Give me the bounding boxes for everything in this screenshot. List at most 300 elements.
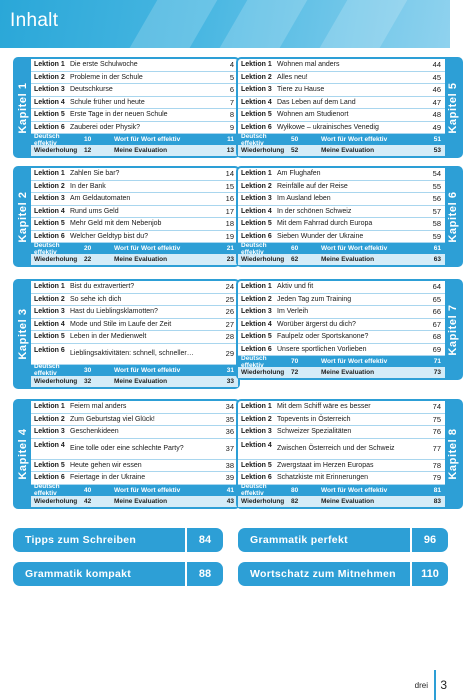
extra-grammatik-kompakt[interactable] xyxy=(13,562,223,586)
deutsch-effektiv-label: Deutsch effektiv xyxy=(241,241,267,256)
evaluation-label: Meine Evaluation xyxy=(114,497,168,505)
lesson-row[interactable] xyxy=(238,426,445,439)
lesson-title: Im Ausland leben xyxy=(277,195,331,203)
lesson-title: Heute gehen wir essen xyxy=(70,461,142,469)
lesson-page: 5 xyxy=(229,72,234,82)
deutsch-effektiv-label: Deutsch effektiv xyxy=(34,241,60,256)
lesson-page: 67 xyxy=(432,319,441,329)
lesson-title: Eine tolle oder eine schlechte Party? xyxy=(70,445,184,452)
lesson-page: 36 xyxy=(225,427,234,437)
wiederholung-row[interactable] xyxy=(238,496,445,507)
lesson-number: Lektion 2 xyxy=(34,415,65,423)
lesson-title: Mit dem Fahrrad durch Europa xyxy=(277,220,373,228)
lesson-row[interactable] xyxy=(238,331,445,344)
wort-fuer-wort-page: 61 xyxy=(433,245,441,252)
lesson-title: Faulpelz oder Sportskanone? xyxy=(277,333,369,341)
lesson-title: Lieblingsaktivitäten: schnell, schneller… xyxy=(70,350,194,357)
deutsch-effektiv-label: Deutsch effektiv xyxy=(241,354,267,369)
lesson-page: 46 xyxy=(432,85,441,95)
footer-divider xyxy=(434,670,436,700)
extra-page: 96 xyxy=(410,528,448,552)
lesson-number: Lektion 1 xyxy=(241,283,272,291)
lesson-page: 78 xyxy=(432,460,441,470)
lesson-title: Feiertage in der Ukraine xyxy=(70,474,146,482)
wort-fuer-wort-label: Wort für Wort effektiv xyxy=(114,486,181,494)
effektiv-row[interactable] xyxy=(31,365,238,376)
lesson-number: Lektion 3 xyxy=(241,86,272,94)
deutsch-effektiv-label: Deutsch effektiv xyxy=(34,363,60,377)
lesson-page: 39 xyxy=(225,473,234,483)
deutsch-effektiv-page: 40 xyxy=(84,486,92,494)
lesson-number: Lektion 4 xyxy=(241,441,272,449)
lesson-row[interactable] xyxy=(31,59,238,72)
lesson-row[interactable] xyxy=(238,319,445,332)
extra-label: Grammatik perfekt xyxy=(250,534,348,546)
lesson-title: Schatzkiste mit Erinnerungen xyxy=(277,474,369,482)
lesson-title: Worüber ärgerst du dich? xyxy=(277,320,356,328)
deutsch-effektiv-page: 60 xyxy=(291,245,299,252)
evaluation-label: Meine Evaluation xyxy=(114,377,168,385)
wiederholung-page: 82 xyxy=(291,497,299,505)
lesson-page: 17 xyxy=(225,206,234,216)
chapter-label-bar xyxy=(445,401,461,507)
lesson-row[interactable] xyxy=(238,306,445,319)
lesson-number: Lektion 4 xyxy=(34,441,65,449)
lesson-number: Lektion 6 xyxy=(34,232,65,240)
lesson-number: Lektion 3 xyxy=(34,86,65,94)
lesson-number: Lektion 6 xyxy=(241,123,272,131)
lesson-page: 57 xyxy=(432,206,441,216)
lesson-title: Am Flughafen xyxy=(277,170,321,178)
lesson-number: Lektion 6 xyxy=(241,232,272,240)
chapter-label: Kapitel 7 xyxy=(447,303,459,356)
lesson-number: Lektion 4 xyxy=(241,320,272,328)
lesson-title: In der schönen Schweiz xyxy=(277,207,352,215)
lesson-row[interactable] xyxy=(238,168,445,181)
lesson-title: Jeden Tag zum Training xyxy=(277,295,352,303)
lesson-page: 14 xyxy=(225,169,234,179)
lesson-page: 28 xyxy=(225,332,234,342)
lesson-row[interactable] xyxy=(31,401,238,414)
chapter-box-8 xyxy=(236,399,463,509)
lesson-title: Die erste Schulwoche xyxy=(70,61,138,69)
lesson-row[interactable] xyxy=(238,181,445,194)
wort-fuer-wort-label: Wort für Wort effektiv xyxy=(321,245,388,252)
lesson-page: 24 xyxy=(225,282,234,292)
chapter-label-bar xyxy=(15,281,31,387)
wiederholung-page: 72 xyxy=(291,369,299,376)
extra-page: 110 xyxy=(410,562,448,586)
lesson-row[interactable] xyxy=(238,97,445,110)
chapter-box-7 xyxy=(236,279,463,380)
lesson-number: Lektion 5 xyxy=(34,111,65,119)
lesson-number: Lektion 1 xyxy=(34,403,65,411)
lesson-title: Schweizer Spezialitäten xyxy=(277,428,352,436)
lesson-number: Lektion 5 xyxy=(241,220,272,228)
chapter-label: Kapitel 8 xyxy=(447,428,459,480)
lesson-title: Unsere sportlichen Vorlieben xyxy=(277,345,367,353)
evaluation-page: 33 xyxy=(226,377,234,385)
deutsch-effektiv-page: 20 xyxy=(84,245,92,252)
chapter-label: Kapitel 3 xyxy=(17,308,29,360)
lesson-row[interactable] xyxy=(238,294,445,307)
lesson-page: 34 xyxy=(225,402,234,412)
wort-fuer-wort-label: Wort für Wort effektiv xyxy=(114,366,181,374)
lesson-title: Reinfälle auf der Reise xyxy=(277,182,348,190)
deutsch-effektiv-page: 50 xyxy=(291,136,299,143)
chapter-label: Kapitel 6 xyxy=(447,190,459,243)
lesson-page: 18 xyxy=(225,219,234,229)
wiederholung-label: Wiederholung xyxy=(34,377,78,385)
wort-fuer-wort-page: 41 xyxy=(226,486,234,494)
wort-fuer-wort-label: Wort für Wort effektiv xyxy=(114,245,181,252)
lesson-page: 56 xyxy=(432,194,441,204)
lesson-page: 77 xyxy=(432,444,441,453)
wort-fuer-wort-label: Wort für Wort effektiv xyxy=(321,486,388,494)
lesson-page: 9 xyxy=(229,122,234,132)
lesson-row[interactable] xyxy=(31,460,238,473)
wort-fuer-wort-page: 51 xyxy=(433,136,441,143)
lesson-page: 47 xyxy=(432,97,441,107)
lesson-number: Lektion 1 xyxy=(241,403,272,411)
lesson-number: Lektion 2 xyxy=(241,182,272,190)
chapter-label-bar xyxy=(15,59,31,156)
lesson-page: 74 xyxy=(432,402,441,412)
wiederholung-label: Wiederholung xyxy=(34,147,78,154)
lesson-page: 4 xyxy=(229,60,234,70)
page-footer xyxy=(390,670,450,700)
lesson-number: Lektion 2 xyxy=(241,295,272,303)
lesson-number: Lektion 3 xyxy=(34,428,65,436)
effektiv-row[interactable] xyxy=(238,243,445,254)
lesson-title: In der Bank xyxy=(70,182,106,190)
lesson-title: Zwergstaat im Herzen Europas xyxy=(277,461,374,469)
lesson-title: Das Leben auf dem Land xyxy=(277,98,356,106)
effektiv-row[interactable] xyxy=(238,356,445,367)
lesson-number: Lektion 6 xyxy=(241,345,272,353)
lesson-page: 8 xyxy=(229,110,234,120)
wort-fuer-wort-page: 31 xyxy=(226,366,234,374)
lesson-number: Lektion 1 xyxy=(241,170,272,178)
lesson-page: 29 xyxy=(225,349,234,358)
chapter-label: Kapitel 2 xyxy=(17,190,29,243)
lesson-row[interactable] xyxy=(31,281,238,294)
lesson-title: Im Verleih xyxy=(277,308,309,316)
lesson-row[interactable] xyxy=(31,168,238,181)
lesson-row[interactable] xyxy=(31,84,238,97)
deutsch-effektiv-page: 80 xyxy=(291,486,299,494)
wort-fuer-wort-page: 71 xyxy=(433,358,441,365)
lesson-number: Lektion 4 xyxy=(34,320,65,328)
extra-grammatik-perfekt[interactable] xyxy=(238,528,448,552)
evaluation-page: 43 xyxy=(226,497,234,505)
evaluation-label: Meine Evaluation xyxy=(114,256,168,263)
lesson-title: Am Geldautomaten xyxy=(70,195,131,203)
lesson-row[interactable] xyxy=(31,331,238,344)
lesson-page: 19 xyxy=(225,231,234,241)
extra-label: Wortschatz zum Mitnehmen xyxy=(250,568,396,580)
lesson-page: 7 xyxy=(229,97,234,107)
lesson-number: Lektion 6 xyxy=(34,123,65,131)
effektiv-row[interactable] xyxy=(31,243,238,254)
wiederholung-label: Wiederholung xyxy=(34,497,78,505)
header-banner xyxy=(0,0,450,48)
lesson-number: Lektion 3 xyxy=(241,308,272,316)
lesson-number: Lektion 2 xyxy=(34,295,65,303)
evaluation-label: Meine Evaluation xyxy=(321,256,375,263)
lesson-number: Lektion 1 xyxy=(34,170,65,178)
wiederholung-row[interactable] xyxy=(31,496,238,507)
deutsch-effektiv-label: Deutsch effektiv xyxy=(34,132,60,147)
lesson-row[interactable] xyxy=(31,218,238,231)
lesson-row[interactable] xyxy=(238,460,445,473)
chapter-box-6 xyxy=(236,166,463,267)
lesson-title: Hast du Lieblingsklamotten? xyxy=(70,308,158,316)
lesson-page: 26 xyxy=(225,307,234,317)
lesson-row[interactable] xyxy=(31,109,238,122)
lesson-page: 25 xyxy=(225,294,234,304)
lesson-page: 55 xyxy=(432,181,441,191)
effektiv-row[interactable] xyxy=(31,485,238,496)
wort-fuer-wort-page: 21 xyxy=(226,245,234,252)
wiederholung-row[interactable] xyxy=(238,254,445,265)
lesson-number: Lektion 4 xyxy=(34,98,65,106)
lesson-title: Zauberei oder Physik? xyxy=(70,123,141,131)
chapter-box-2 xyxy=(13,166,240,267)
wiederholung-page: 62 xyxy=(291,256,299,263)
evaluation-page: 83 xyxy=(433,497,441,505)
extra-wortschatz-zum-mitnehmen[interactable] xyxy=(238,562,448,586)
wiederholung-label: Wiederholung xyxy=(241,256,285,263)
wiederholung-page: 42 xyxy=(84,497,92,505)
wiederholung-row[interactable] xyxy=(238,367,445,378)
lesson-page: 58 xyxy=(432,219,441,229)
lesson-page: 49 xyxy=(432,122,441,132)
chapter-label: Kapitel 1 xyxy=(17,81,29,134)
lesson-row[interactable] xyxy=(31,439,238,460)
deutsch-effektiv-label: Deutsch effektiv xyxy=(241,132,267,147)
lesson-row[interactable] xyxy=(31,319,238,332)
lesson-row[interactable] xyxy=(238,281,445,294)
lesson-title: Welcher Geldtyp bist du? xyxy=(70,232,149,240)
lesson-page: 54 xyxy=(432,169,441,179)
extra-label: Grammatik kompakt xyxy=(25,568,132,580)
wiederholung-row[interactable] xyxy=(238,145,445,156)
effektiv-row[interactable] xyxy=(238,134,445,145)
lesson-title: Aktiv und fit xyxy=(277,283,314,291)
lesson-row[interactable] xyxy=(238,84,445,97)
lesson-row[interactable] xyxy=(238,218,445,231)
chapter-label-bar xyxy=(445,59,461,156)
lesson-title: Alles neu! xyxy=(277,73,308,81)
deutsch-effektiv-page: 70 xyxy=(291,358,299,365)
chapter-label: Kapitel 4 xyxy=(17,428,29,480)
chapter-box-5 xyxy=(236,57,463,158)
evaluation-label: Meine Evaluation xyxy=(321,369,375,376)
chapter-label-bar xyxy=(445,281,461,378)
extra-tipps-zum-schreiben[interactable] xyxy=(13,528,223,552)
deutsch-effektiv-page: 30 xyxy=(84,366,92,374)
chapter-label-bar xyxy=(445,168,461,265)
wort-fuer-wort-page: 11 xyxy=(227,136,234,143)
evaluation-page: 23 xyxy=(226,256,234,263)
lesson-number: Lektion 4 xyxy=(241,98,272,106)
lesson-row[interactable] xyxy=(238,439,445,460)
lesson-number: Lektion 4 xyxy=(34,207,65,215)
lesson-row[interactable] xyxy=(31,206,238,219)
wiederholung-row[interactable] xyxy=(31,145,238,156)
extra-page: 88 xyxy=(185,562,223,586)
lesson-number: Lektion 5 xyxy=(241,333,272,341)
lesson-title: Sieben Wunder der Ukraine xyxy=(277,232,364,240)
lesson-row[interactable] xyxy=(31,306,238,319)
effektiv-row[interactable] xyxy=(238,485,445,496)
evaluation-label: Meine Evaluation xyxy=(321,497,375,505)
lesson-title: Zahlen Sie bar? xyxy=(70,170,120,178)
lesson-page: 38 xyxy=(225,460,234,470)
lesson-title: Probleme in der Schule xyxy=(70,73,143,81)
chapter-box-1 xyxy=(13,57,240,158)
lesson-number: Lektion 1 xyxy=(34,283,65,291)
lesson-title: Geschenkideen xyxy=(70,428,119,436)
lesson-number: Lektion 4 xyxy=(241,207,272,215)
lesson-title: Mode und Stile im Laufe der Zeit xyxy=(70,320,172,328)
lesson-number: Lektion 1 xyxy=(241,61,272,69)
lesson-title: Bist du extravertiert? xyxy=(70,283,135,291)
lesson-number: Lektion 6 xyxy=(34,474,65,482)
lesson-row[interactable] xyxy=(31,72,238,85)
chapter-box-4 xyxy=(13,399,240,509)
lesson-title: Zwischen Österreich und der Schweiz xyxy=(277,445,395,452)
lesson-row[interactable] xyxy=(31,294,238,307)
lesson-number: Lektion 1 xyxy=(34,61,65,69)
wiederholung-label: Wiederholung xyxy=(241,147,285,154)
lesson-number: Lektion 6 xyxy=(34,346,65,354)
lesson-page: 59 xyxy=(432,231,441,241)
deutsch-effektiv-label: Deutsch effektiv xyxy=(34,483,60,497)
lesson-title: Tiere zu Hause xyxy=(277,86,325,94)
chapter-label: Kapitel 5 xyxy=(447,81,459,134)
lesson-title: Rund ums Geld xyxy=(70,207,119,215)
deutsch-effektiv-page: 10 xyxy=(84,136,92,143)
evaluation-page: 13 xyxy=(226,147,234,154)
lesson-page: 65 xyxy=(432,294,441,304)
lesson-title: Mit dem Schiff wäre es besser xyxy=(277,403,371,411)
lesson-row[interactable] xyxy=(238,109,445,122)
lesson-number: Lektion 3 xyxy=(34,308,65,316)
deutsch-effektiv-label: Deutsch effektiv xyxy=(241,483,267,497)
lesson-row[interactable] xyxy=(31,97,238,110)
lesson-title: Leben in der Medienwelt xyxy=(70,333,147,341)
wiederholung-label: Wiederholung xyxy=(34,256,78,263)
wiederholung-row[interactable] xyxy=(31,254,238,265)
wiederholung-row[interactable] xyxy=(31,376,238,387)
lesson-title: Topevents in Österreich xyxy=(277,415,351,423)
wiederholung-page: 52 xyxy=(291,147,299,154)
lesson-title: So sehe ich dich xyxy=(70,295,122,303)
page-title: Inhalt xyxy=(10,10,59,31)
page-number-word: drei xyxy=(414,681,428,690)
evaluation-page: 53 xyxy=(433,147,441,154)
chapter-label-bar xyxy=(15,168,31,265)
lesson-number: Lektion 2 xyxy=(34,73,65,81)
lesson-number: Lektion 2 xyxy=(34,182,65,190)
lesson-number: Lektion 6 xyxy=(241,474,272,482)
lesson-page: 44 xyxy=(432,60,441,70)
lesson-page: 76 xyxy=(432,427,441,437)
lesson-number: Lektion 5 xyxy=(34,220,65,228)
lesson-row[interactable] xyxy=(31,193,238,206)
lesson-row[interactable] xyxy=(238,193,445,206)
lesson-row[interactable] xyxy=(31,181,238,194)
lesson-page: 16 xyxy=(225,194,234,204)
lesson-row[interactable] xyxy=(238,59,445,72)
lesson-number: Lektion 2 xyxy=(241,73,272,81)
lesson-number: Lektion 3 xyxy=(241,195,272,203)
lesson-number: Lektion 2 xyxy=(241,415,272,423)
evaluation-page: 63 xyxy=(433,256,441,263)
lesson-row[interactable] xyxy=(238,414,445,427)
lesson-row[interactable] xyxy=(31,426,238,439)
wort-fuer-wort-page: 81 xyxy=(433,486,441,494)
chapter-box-3 xyxy=(13,279,240,389)
lesson-page: 79 xyxy=(432,473,441,483)
lesson-page: 37 xyxy=(225,444,234,453)
wiederholung-page: 12 xyxy=(84,147,92,154)
lesson-page: 27 xyxy=(225,319,234,329)
lesson-title: Zum Geburtstag viel Glück! xyxy=(70,415,155,423)
lesson-page: 15 xyxy=(225,181,234,191)
page-number: 3 xyxy=(440,678,447,692)
extra-label: Tipps zum Schreiben xyxy=(25,534,137,546)
extra-page: 84 xyxy=(185,528,223,552)
lesson-number: Lektion 5 xyxy=(34,461,65,469)
lesson-title: Erste Tage in der neuen Schule xyxy=(70,111,168,119)
lesson-row[interactable] xyxy=(31,344,238,365)
lesson-page: 45 xyxy=(432,72,441,82)
evaluation-label: Meine Evaluation xyxy=(114,147,168,154)
effektiv-row[interactable] xyxy=(31,134,238,145)
lesson-page: 48 xyxy=(432,110,441,120)
lesson-row[interactable] xyxy=(238,206,445,219)
wiederholung-label: Wiederholung xyxy=(241,497,285,505)
lesson-title: Feiern mal anders xyxy=(70,403,127,411)
lesson-title: Wyłkowe – ukrainisches Venedig xyxy=(277,123,379,131)
lesson-number: Lektion 3 xyxy=(34,195,65,203)
wiederholung-label: Wiederholung xyxy=(241,369,285,376)
evaluation-page: 73 xyxy=(433,369,441,376)
lesson-title: Wohnen mal anders xyxy=(277,61,340,69)
evaluation-label: Meine Evaluation xyxy=(321,147,375,154)
lesson-page: 35 xyxy=(225,414,234,424)
lesson-page: 75 xyxy=(432,414,441,424)
lesson-page: 64 xyxy=(432,282,441,292)
wiederholung-page: 32 xyxy=(84,377,92,385)
lesson-row[interactable] xyxy=(31,414,238,427)
chapter-label-bar xyxy=(15,401,31,507)
wort-fuer-wort-label: Wort für Wort effektiv xyxy=(114,136,181,143)
lesson-row[interactable] xyxy=(238,72,445,85)
wort-fuer-wort-label: Wort für Wort effektiv xyxy=(321,358,388,365)
lesson-title: Wohnen am Studienort xyxy=(277,111,349,119)
lesson-page: 6 xyxy=(229,85,234,95)
lesson-row[interactable] xyxy=(238,401,445,414)
lesson-title: Mehr Geld mit dem Nebenjob xyxy=(70,220,162,228)
lesson-number: Lektion 5 xyxy=(241,461,272,469)
wort-fuer-wort-label: Wort für Wort effektiv xyxy=(321,136,388,143)
lesson-title: Schule früher und heute xyxy=(70,98,145,106)
lesson-number: Lektion 5 xyxy=(34,333,65,341)
